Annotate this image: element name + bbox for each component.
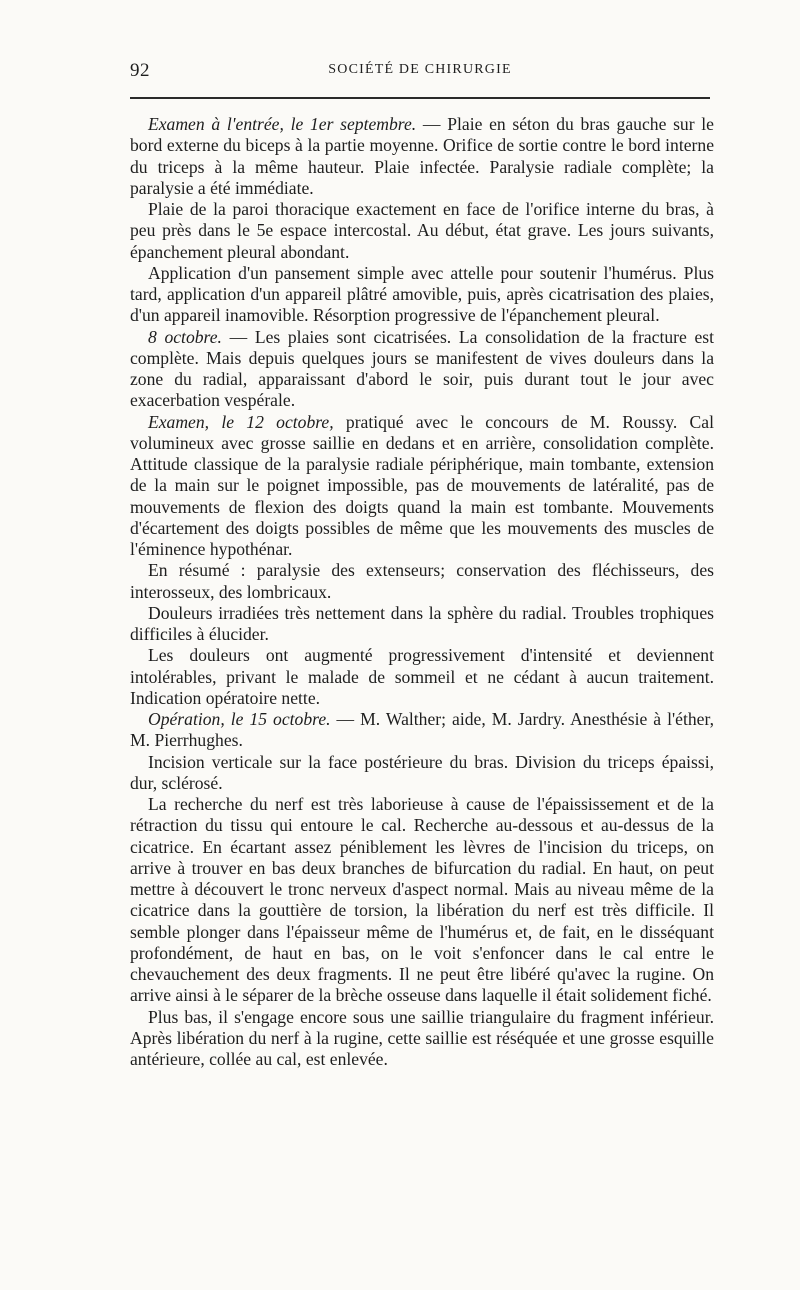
paragraph-text: En résumé : paralysie des extenseurs; conservation des fléchisseurs, des interosseux, des lombricaux. — [130, 560, 714, 602]
paragraph-lead: Opération, le 15 octobre. — [148, 709, 331, 729]
paragraph — [130, 1007, 714, 1071]
paragraph-text: Plaie de la paroi thoracique exactement en face de l'orifice interne du bras, à peu près dans le 5e espace intercostal. Au début, état grave. Les jours suivants, épanchement pleural abondant. — [130, 199, 714, 262]
paragraph — [130, 794, 714, 1007]
paragraph-text: Incision verticale sur la face postérieure du bras. Division du triceps épaissi, dur, sclérosé. — [130, 751, 714, 793]
page-number: 92 — [130, 60, 150, 81]
paragraph-text: — Plaie en séton du bras gauche sur le bord externe du biceps à la partie moyenne. Orifice de sortie contre le bord interne du triceps à la même hauteur. Plaie infectée. Paralysie radiale complète; la paralysie a été immédiate. — [130, 114, 714, 198]
paragraph-text: La recherche du nerf est très laborieuse à cause de l'épaississement et de la rétraction du tissu qui entoure le cal. Recherche au-dessous et au-dessus de la cicatrice. En écartant assez péniblement les lèvres de l'incision du triceps, on arrive à trouver en bas deux branches de bifurcation du radial. En haut, on peut mettre à découvert le tronc nerveux d'aspect normal. Mais au niveau même de la cicatrice dans la gouttière de torsion, la libération du nerf est très difficile. Il semble plonger dans l'épaisseur même de l'humérus et, de fait, en le disséquant profondément, de haut en bas, on le voit s'enfoncer dans le cal entre le chevauchement des deux fragments. Il ne peut être libéré qu'avec la rugine. On arrive ainsi à le séparer de la brèche osseuse dans laquelle il était solidement fiché. — [130, 794, 714, 1006]
paragraph-text: pratiqué avec le concours de M. Roussy. Cal volumineux avec grosse saillie en dedans et en arrière, consolidation complète. Attitude classique de la paralysie radiale périphérique, main tombante, extension de la main sur le poignet impossible, pas de mouvements de latéralité, pas de mouvements de flexion des doigts quand la main est tombante. Mouvements d'écartement des doigts possibles de même que les mouvements des muscles de l'éminence hypothénar. — [130, 411, 714, 559]
paragraph — [130, 114, 714, 199]
header-rule — [130, 97, 710, 99]
paragraph-text: Les douleurs ont augmenté progressivement d'intensité et deviennent intolérables, privant le malade de sommeil et ne cédant à aucun traitement. Indication opératoire nette. — [130, 645, 714, 708]
paragraph-text: — M. Walther; aide, M. Jardry. Anesthésie à l'éther, M. Pierrhughes. — [130, 709, 715, 751]
paragraph — [130, 752, 714, 795]
paragraph — [130, 603, 714, 646]
paragraph-text: — Les plaies sont cicatrisées. La consolidation de la fracture est complète. Mais depuis quelques jours se manifestent de vives douleurs dans la zone du radial, apparaissant d'abord le soir, puis durant tout le jour avec exacerbation vespérale. — [130, 326, 714, 411]
paragraph — [130, 709, 714, 752]
paragraph-text: Plus bas, il s'engage encore sous une saillie triangulaire du fragment inférieur. Après libération du nerf à la rugine, cette saillie est réséquée et une grosse esquille antérieure, collée au cal, est enlevée. — [130, 1006, 714, 1069]
paragraph-lead: 8 octobre. — [148, 326, 222, 347]
paragraph — [130, 263, 714, 327]
paragraph — [130, 199, 714, 263]
page-header — [130, 60, 710, 86]
paragraph — [130, 412, 714, 561]
running-title: SOCIÉTÉ DE CHIRURGIE — [328, 62, 512, 77]
paragraph — [130, 327, 714, 412]
paragraph-text: Douleurs irradiées très nettement dans la sphère du radial. Troubles trophiques difficiles à élucider. — [130, 602, 714, 644]
paragraph — [130, 560, 714, 603]
paragraph — [130, 645, 714, 709]
paragraph-text: Application d'un pansement simple avec attelle pour soutenir l'humérus. Plus tard, application d'un appareil plâtré amovible, puis, après cicatrisation des plaies, d'un appareil inamovible. Résorption progressive de l'épanchement pleural. — [130, 262, 714, 326]
paragraph-lead: Examen, le 12 octobre, — [148, 411, 334, 432]
paragraph-lead: Examen à l'entrée, le 1er septembre. — [148, 114, 417, 134]
body-text — [130, 114, 714, 1070]
